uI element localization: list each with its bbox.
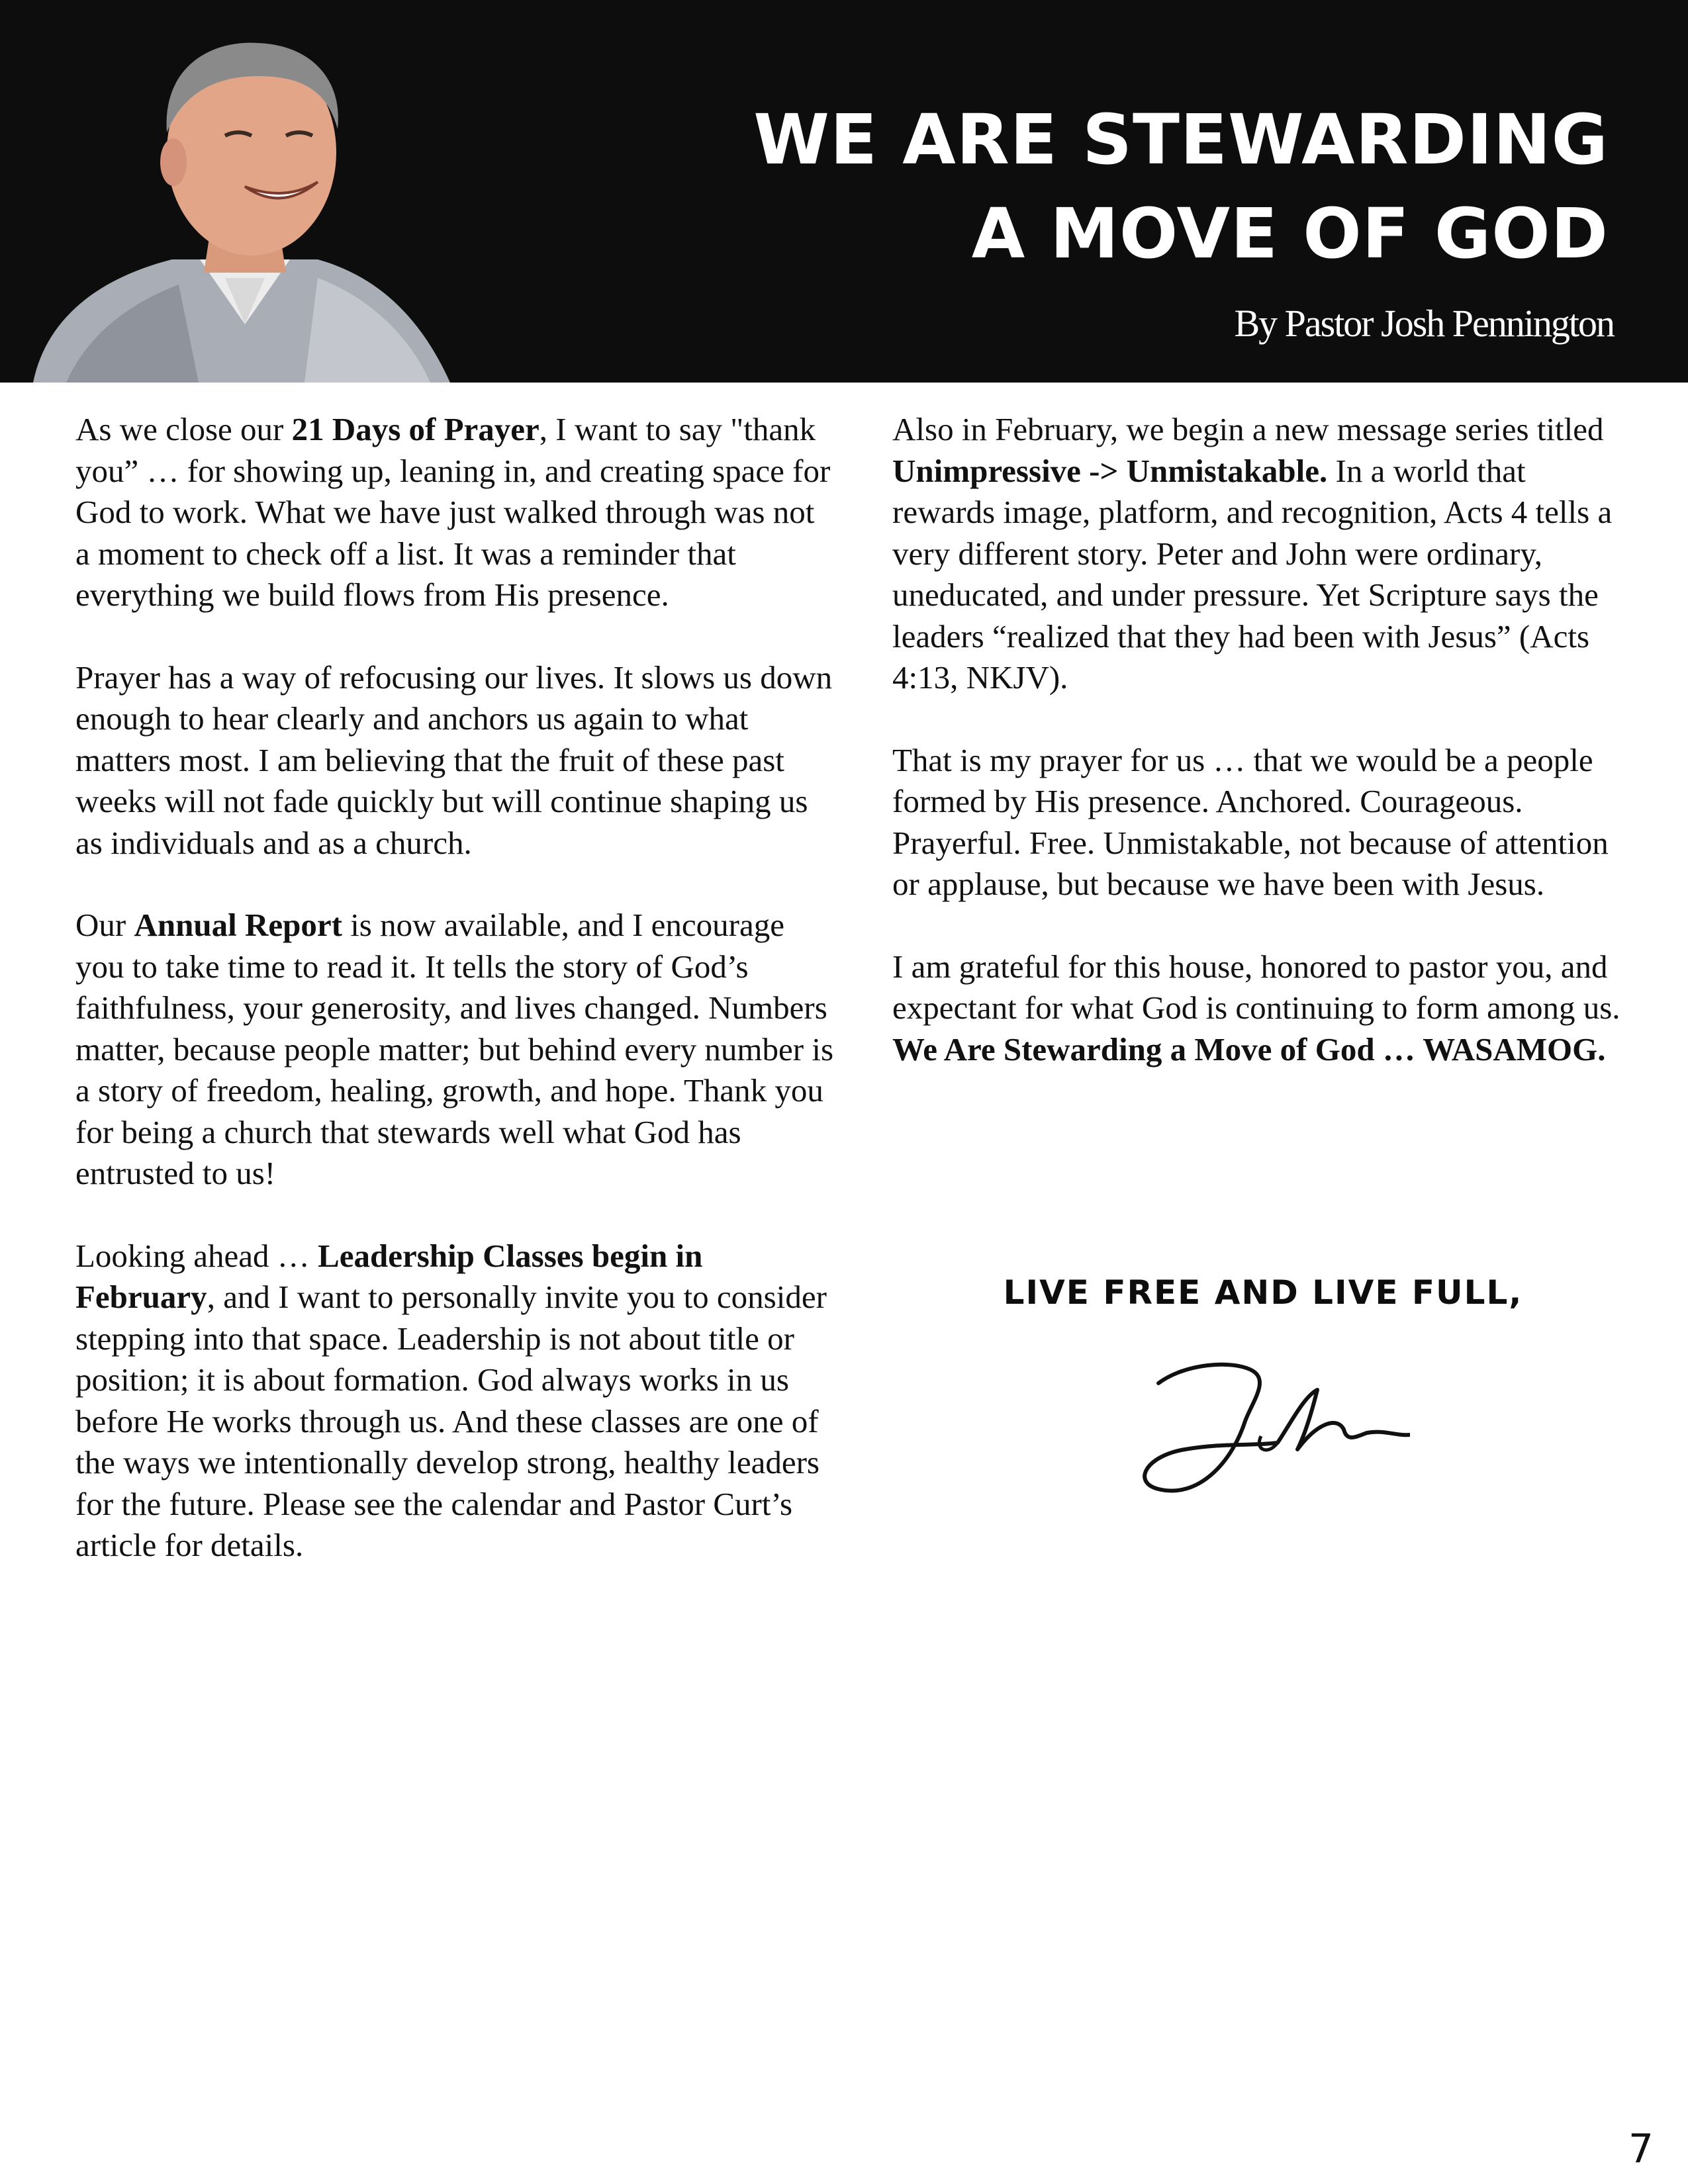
text: is now available, and I encourage you to take time to read it. It tells the story of God’s faithfulness, your generosity, and lives changed. Numbers matter, because people matter; but behind every number is a story of freedom, healing, growth, and hope. Thank you for being a church that stewards well what God has entrusted to us!	[75, 907, 834, 1191]
title-line-1: WE ARE STEWARDING	[753, 99, 1609, 180]
text: , I want to say "thank you” … for showing up, leaning in, and creating space for God to work. What we have just walked through was not a moment to check off a list. It was a reminder that everything we build flows from His presence.	[75, 411, 831, 613]
left-column	[75, 409, 837, 1608]
page-number: 7	[1628, 2126, 1654, 2172]
author-byline: By Pastor Josh Pennington	[1234, 302, 1614, 345]
text: Looking ahead …	[75, 1237, 318, 1274]
text: In a world that rewards image, platform, and recognition, Acts 4 tells a very different story. Peter and John were ordinary, uneducated, and under pressure. Yet Scripture says the leaders “realized that they had been with Jesus” (Acts 4:13, NKJV).	[892, 452, 1613, 696]
bold-text: Unimpressive -> Unmistakable.	[892, 452, 1328, 489]
paragraph-annual-report	[75, 905, 837, 1195]
pastor-photo	[26, 13, 463, 383]
text: As we close our	[75, 411, 292, 447]
signature	[1119, 1343, 1410, 1502]
paragraph-refocus: Prayer has a way of refocusing our lives. It slows us down enough to hear clearly and anchors us again to what matters most. I am believing that the fruit of these past weeks will not fade quickly but will continue shaping us as individuals and as a church.	[75, 659, 833, 861]
paragraph-prayer-for-us: That is my prayer for us … that we would be a people formed by His presence. Anchored. Courageous. Prayerful. Free. Unmistakable, not because of attention or applause, but because we have been with Jesus.	[892, 741, 1609, 902]
page-title	[753, 93, 1609, 281]
bold-text: 21 Days of Prayer	[291, 411, 539, 447]
text: Also in February, we begin a new message series titled	[892, 411, 1604, 447]
paragraph-leadership	[75, 1236, 837, 1567]
paragraph-prayer	[75, 409, 837, 616]
text: I am grateful for this house, honored to pastor you, and expectant for what God is continuing to form among us.	[892, 948, 1620, 1026]
bold-text: Annual Report	[134, 907, 342, 943]
paragraph-message-series	[892, 409, 1634, 699]
closing-line: LIVE FREE AND LIVE FULL,	[1003, 1273, 1523, 1312]
bold-text: Leadership Classes begin in February	[75, 1237, 703, 1315]
right-column	[892, 409, 1634, 1111]
bold-text: We Are Stewarding a Move of God … WASAMOG.	[892, 1030, 1606, 1068]
title-line-2: A MOVE OF GOD	[971, 193, 1609, 274]
paragraph-grateful	[892, 946, 1634, 1071]
header-banner	[0, 0, 1688, 383]
text: , and I want to personally invite you to consider stepping into that space. Leadership is not about title or position; it is about formation. God always works in us before He works through us. And these classes are one of the ways we intentionally develop strong, healthy leaders for the future. Please see the calendar and Pastor Curt’s article for details.	[75, 1279, 827, 1563]
text: Our	[75, 907, 134, 943]
